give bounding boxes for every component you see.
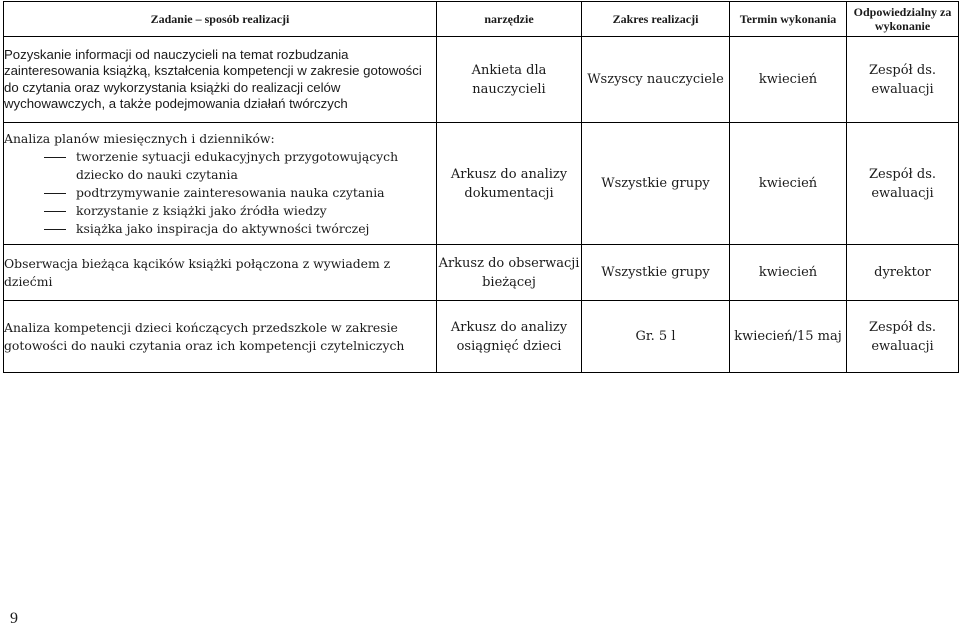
- list-item: książka jako inspiracja do aktywności twórczej: [76, 220, 436, 238]
- scope-cell: Wszystkie grupy: [582, 245, 730, 301]
- table-header-row: [4, 2, 959, 37]
- deadline-cell: kwiecień: [730, 123, 847, 245]
- scope-cell: Wszystkie grupy: [582, 123, 730, 245]
- list-item: podtrzymywanie zainteresowania nauka czytania: [76, 184, 436, 202]
- task-cell: Analiza kompetencji dzieci kończących przedszkole w zakresie gotowości do nauki czytania oraz ich kompetencji czytelniczych: [4, 301, 437, 373]
- task-subitems-list: [4, 148, 436, 238]
- table-row: [4, 301, 959, 373]
- page-number: 9: [10, 610, 18, 627]
- list-item: tworzenie sytuacji edukacyjnych przygotowujących dziecko do nauki czytania: [76, 148, 436, 184]
- task-intro: Analiza planów miesięcznych i dzienników:: [4, 130, 275, 146]
- task-cell: [4, 123, 437, 245]
- list-item: korzystanie z książki jako źródła wiedzy: [76, 202, 436, 220]
- header-scope: Zakres realizacji: [582, 2, 730, 37]
- scope-cell: Wszyscy nauczyciele: [582, 37, 730, 123]
- header-responsible: Odpowiedzialny za wykonanie: [847, 2, 959, 37]
- deadline-cell: kwiecień: [730, 245, 847, 301]
- task-cell: Pozyskanie informacji od nauczycieli na temat rozbudzania zainteresowania książką, kształcenia kompetencji w zakresie gotowości do czytania oraz wykorzystania książki do realizacji celów wychowawczych, a także podejmowania działań twórczych: [4, 37, 437, 123]
- table-row: [4, 245, 959, 301]
- header-deadline: Termin wykonania: [730, 2, 847, 37]
- evaluation-plan-table: [3, 1, 959, 373]
- task-cell: Obserwacja bieżąca kącików książki połączona z wywiadem z dziećmi: [4, 245, 437, 301]
- scope-cell: Gr. 5 l: [582, 301, 730, 373]
- table-row: [4, 37, 959, 123]
- header-tool: narzędzie: [437, 2, 582, 37]
- responsible-cell: dyrektor: [847, 245, 959, 301]
- deadline-cell: kwiecień: [730, 37, 847, 123]
- tool-cell: Arkusz do obserwacji bieżącej: [437, 245, 582, 301]
- tool-cell: Ankieta dla nauczycieli: [437, 37, 582, 123]
- tool-cell: Arkusz do analizy osiągnięć dzieci: [437, 301, 582, 373]
- tool-cell: Arkusz do analizy dokumentacji: [437, 123, 582, 245]
- table-row: [4, 123, 959, 245]
- deadline-cell: kwiecień/15 maj: [730, 301, 847, 373]
- header-task: Zadanie – sposób realizacji: [4, 2, 437, 37]
- responsible-cell: Zespół ds. ewaluacji: [847, 37, 959, 123]
- responsible-cell: Zespół ds. ewaluacji: [847, 123, 959, 245]
- responsible-cell: Zespół ds. ewaluacji: [847, 301, 959, 373]
